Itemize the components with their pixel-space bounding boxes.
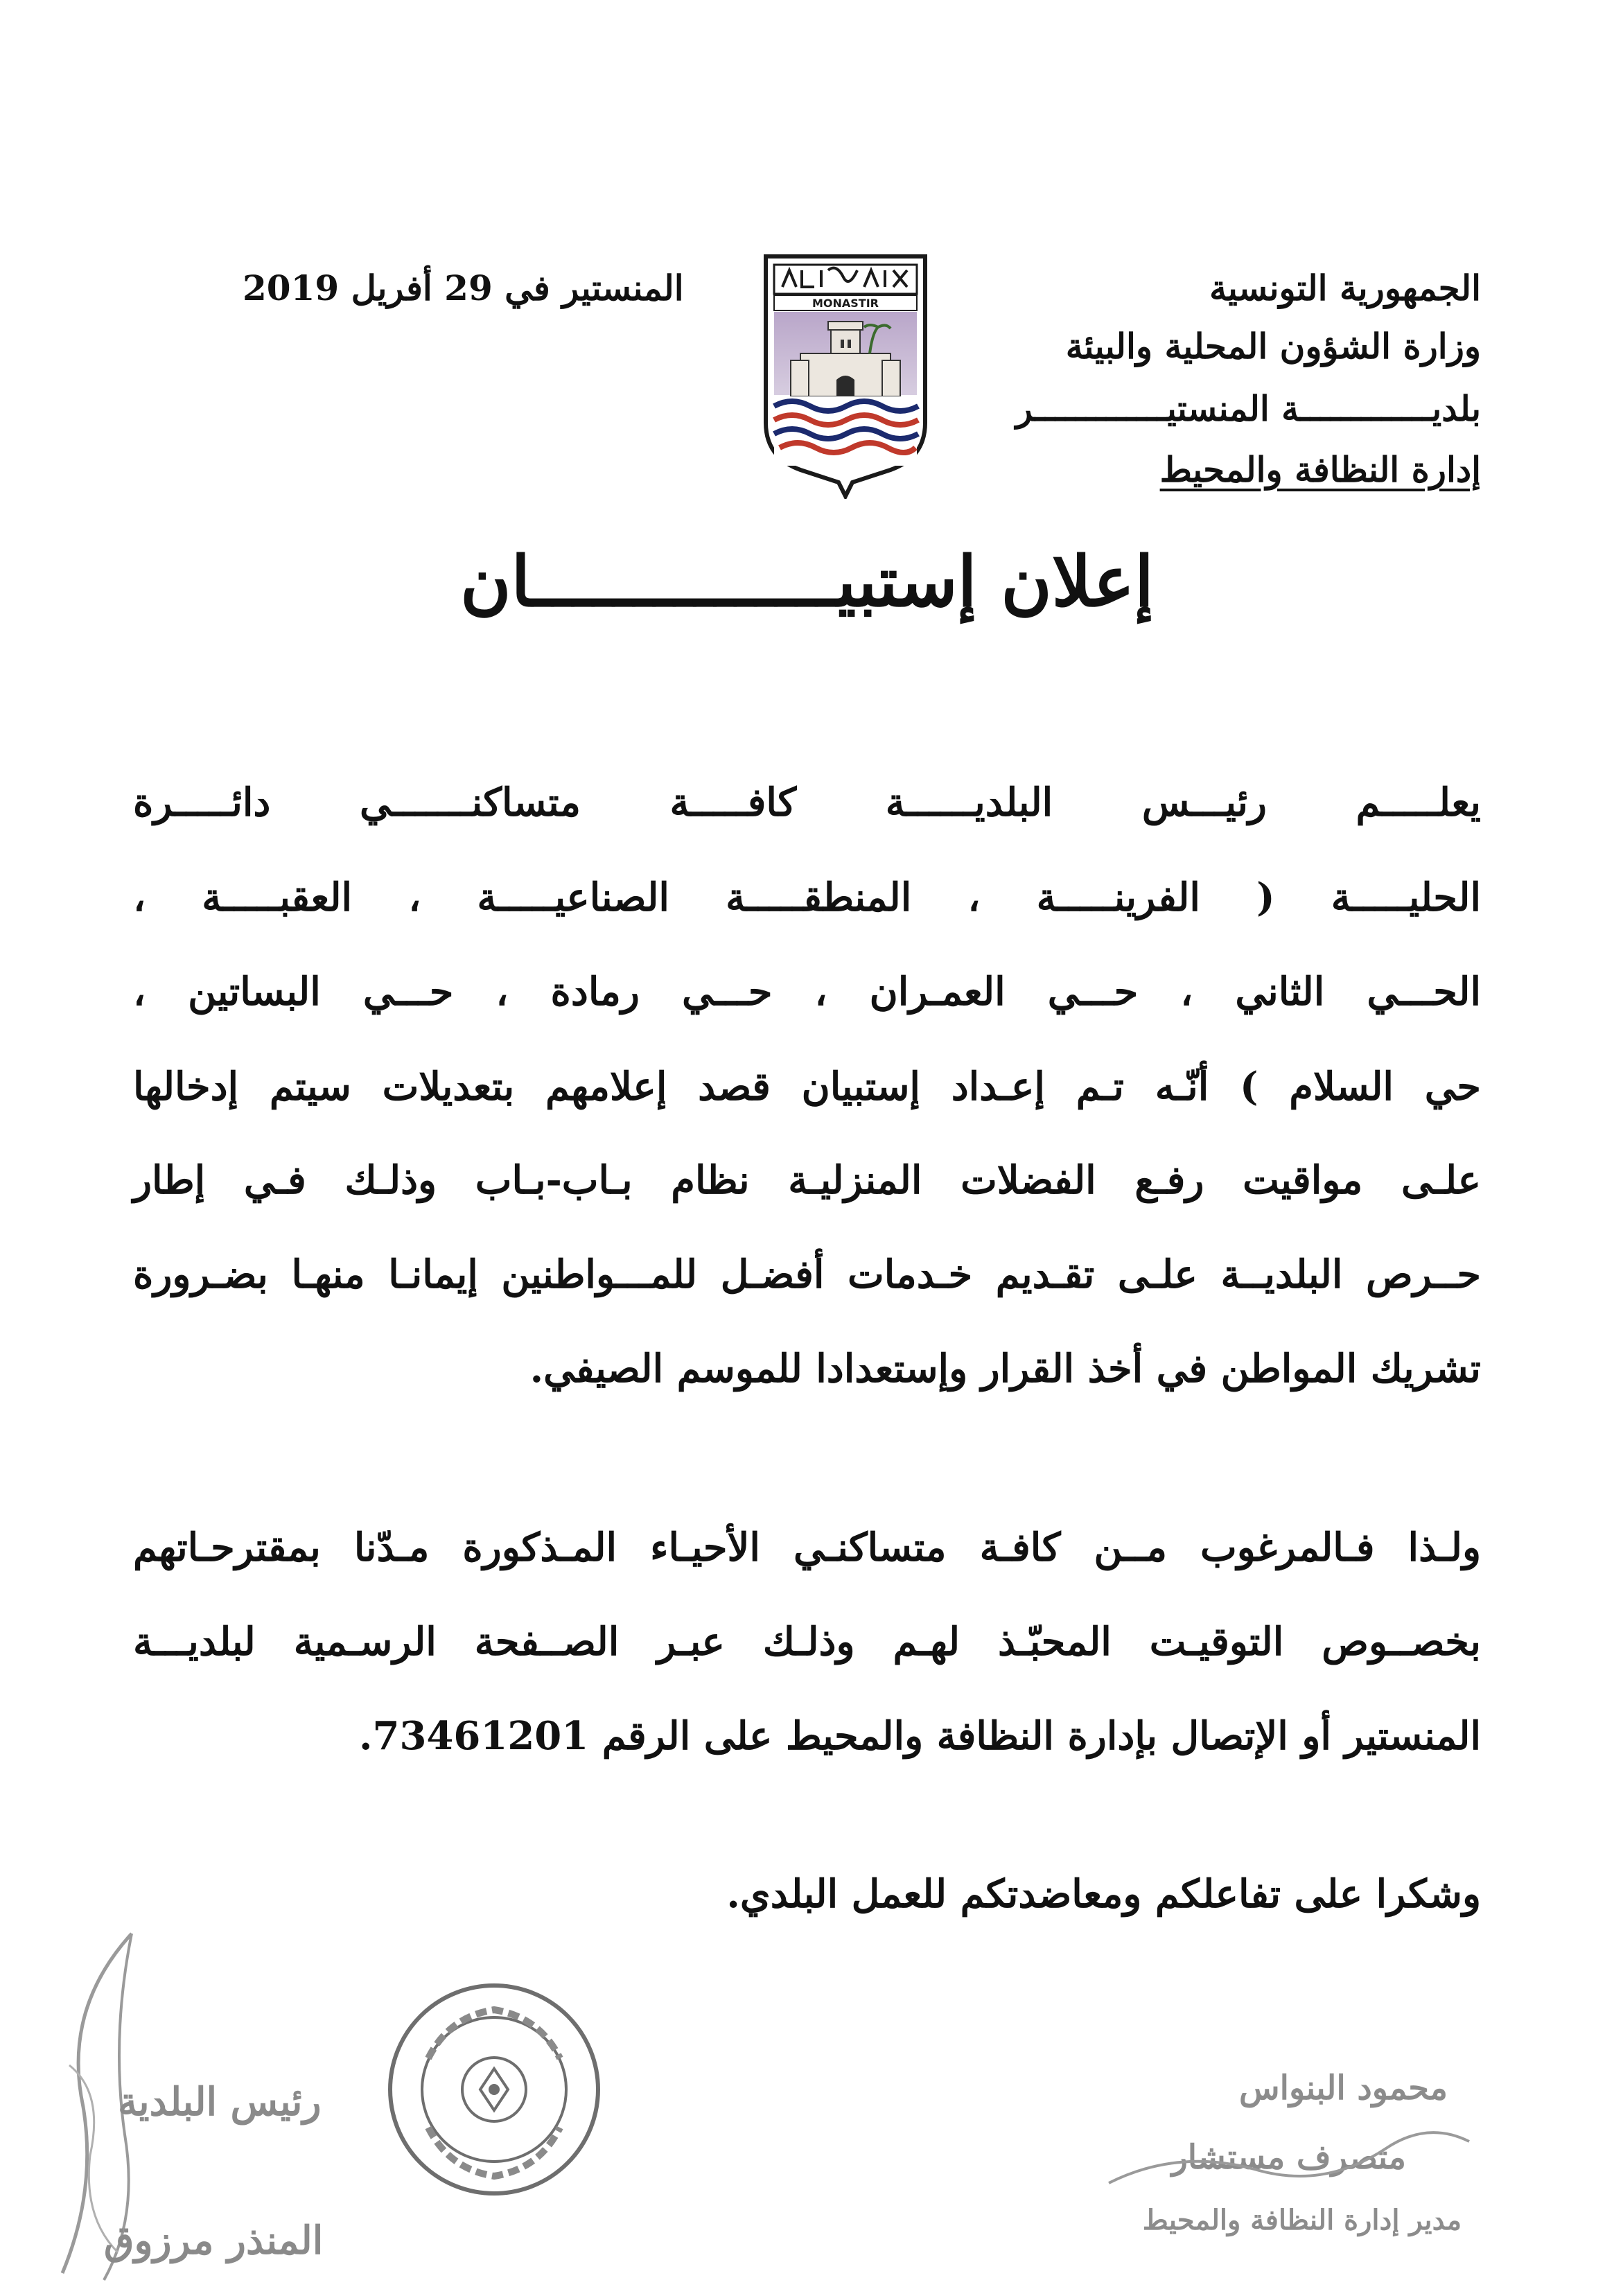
body-line: ولـذا فـالمرغوب مــن كافـة متساكنـي الأحيـاء المـذكورة مـدّنا بمقترحـاتهم	[133, 1525, 1481, 1570]
director-signature-icon	[1095, 2065, 1483, 2218]
monastir-crest-icon	[759, 249, 932, 499]
header-municipality: بلديـــــــــــــة المنستيـــــــــــــر	[1015, 388, 1481, 429]
body-line: حــرص البلديــة علـى تقـديم خـدمات أفضـل للمـــواطنين إيمانـا منهـا بضـرورة	[133, 1252, 1482, 1297]
body-line: تشريك المواطن في أخذ القرار وإستعدادا للموسم الصيفي.	[529, 1346, 1481, 1392]
body-line: علـى مواقيت رفـع الفضلات المنزليـة نظام بـاب-بـاب وذلـك فـي إطار	[133, 1157, 1481, 1203]
header-department: إدارة النظافة والمحيط	[1159, 449, 1481, 490]
body-line: يعلـــــم رئيـــس البلديــــــة كافـــــة متساكنـــــــي دائـــــرة	[133, 780, 1481, 825]
header-ministry: وزارة الشؤون المحلية والبيئة	[1065, 326, 1481, 367]
mayor-name: المنذر مرزوق	[104, 2218, 324, 2263]
municipal-seal-icon	[380, 1975, 608, 2204]
contact-line: المنستير أو الإتصال بإدارة النظافة والمحيط على الرقم 73461201.	[359, 1713, 1481, 1759]
document-date: المنستير في 29 أفريل 2019	[243, 268, 684, 308]
director-department: مدير إدارة النظافة والمحيط	[1142, 2204, 1462, 2236]
body-line: الحـــي الثاني ، حـــي العمـران ، حـــي رمادة ، حـــي البساتين ،	[133, 969, 1481, 1015]
announcement-title: إعلان إستبيـــــــــــــــان	[460, 541, 1154, 622]
body-line: بخصــوص التوقيـت المحبّـذ لهـم وذلـك عبـر الصــفحة الرسـمية لبلديـــة	[133, 1619, 1481, 1665]
body-line: الحليـــــة ( الفرينـــــة ، المنطقـــــة الصناعيـــــة ، العقبـــــة ،	[133, 875, 1481, 920]
crest-label: MONASTIR	[812, 297, 879, 310]
director-name: محمود البنواس	[1239, 2069, 1448, 2107]
header-country: الجمهورية التونسية	[1209, 268, 1481, 308]
mayor-title: رئيس البلدية	[118, 2079, 322, 2125]
body-line: حي السلام ) أنّـه تـم إعـداد إستبيان قصد إعلامهم بتعديلات سيتم إدخالها	[133, 1064, 1481, 1110]
closing-line: وشكرا على تفاعلكم ومعاضدتكم للعمل البلدي.	[726, 1871, 1481, 1917]
director-title: متصرف مستشار	[1171, 2138, 1406, 2177]
